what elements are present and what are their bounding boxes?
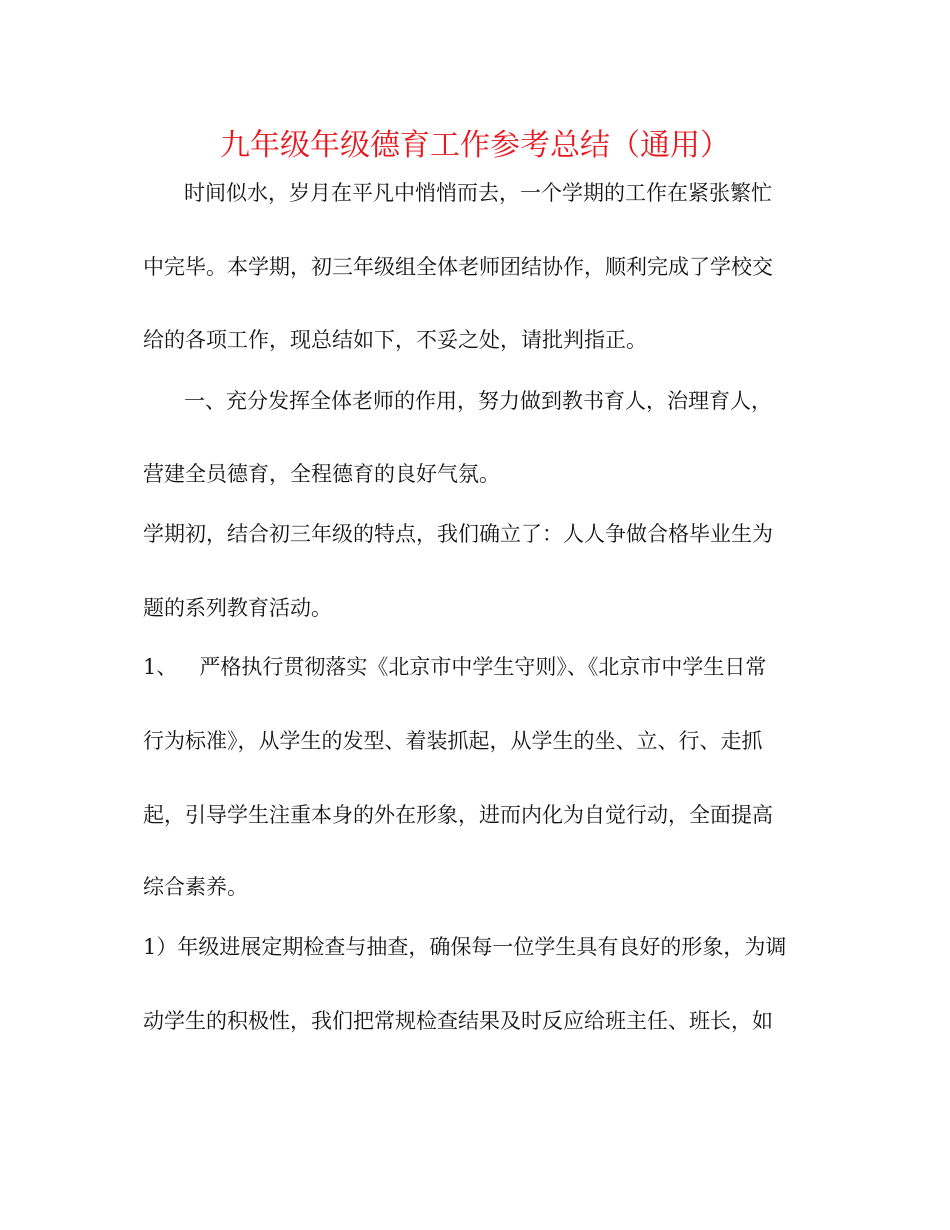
paragraph-line: 时间似水，岁月在平凡中悄悄而去，一个学期的工作在紧张繁忙 [184,181,772,205]
section-heading-line: 一、充分发挥全体老师的作用，努力做到教书育人，治理育人， [184,389,772,413]
paragraph-line: 起，引导学生注重本身的外在形象，进而内化为自觉行动，全面提高 [143,803,773,827]
list-item-text: 严格执行贯彻落实《北京市中学生守则》、《北京市中学生日常 [199,655,767,679]
paragraph-line: 动学生的积极性，我们把常规检查结果及时反应给班主任、班长，如 [143,1009,773,1033]
paragraph-line: 综合素养。 [143,875,248,899]
paragraph-line: 中完毕。本学期，初三年级组全体老师团结协作，顺利完成了学校交 [143,255,773,279]
section-heading-line: 营建全员德育，全程德育的良好气氛。 [143,462,500,486]
list-number: 1、 [143,655,178,679]
paragraph-line: 给的各项工作，现总结如下，不妥之处，请批判指正。 [143,328,647,352]
list-item-line [143,652,766,682]
paragraph-line: 题的系列教育活动。 [143,596,332,620]
document-title: 九年级年级德育工作参考总结（通用） [220,128,730,163]
paragraph-line: 学期初，结合初三年级的特点，我们确立了：人人争做合格毕业生为 [143,522,773,546]
paragraph-line: 行为标准》，从学生的发型、着装抓起，从学生的坐、立、行、走抓 [143,729,763,753]
paragraph-line: 1）年级进展定期检查与抽查，确保每一位学生具有良好的形象，为调 [143,935,787,959]
